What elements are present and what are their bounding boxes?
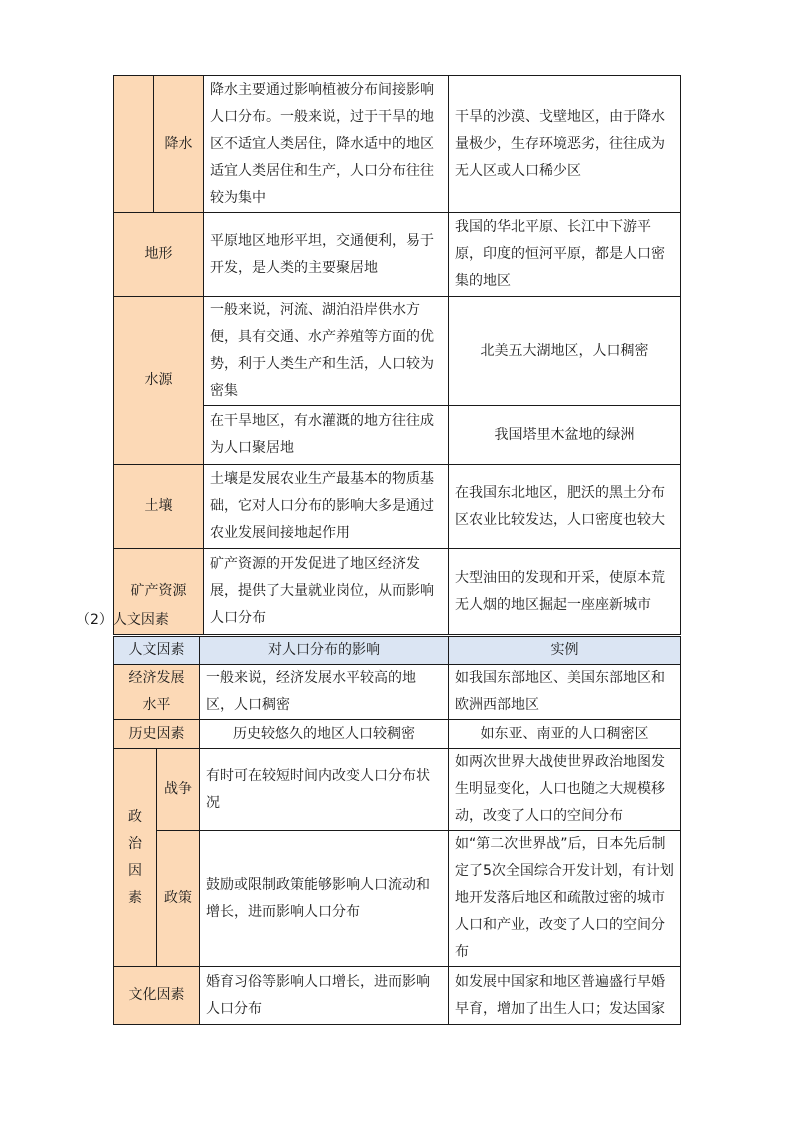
effect-cell: 一般来说，经济发展水平较高的地区，人口稠密	[200, 665, 449, 720]
effect-cell: 在干旱地区，有水灌溉的地方往往成为人口聚居地	[204, 406, 449, 465]
example-cell: 我国塔里木盆地的绿洲	[449, 406, 681, 465]
factor-group-cell	[114, 76, 154, 213]
factor-cell: 水源	[114, 297, 204, 465]
effect-cell: 降水主要通过影响植被分布间接影响人口分布。一般来说，过于干旱的地区不适宜人类居住，降水适中的地区适宜人类居住和生产，人口分布往往较为集中	[204, 76, 449, 213]
natural-factors-table	[113, 75, 681, 635]
factor-cell: 地形	[114, 213, 204, 297]
example-cell: 如发展中国家和地区普遍盛行早婚早育，增加了出生人口；发达国家	[449, 967, 681, 1025]
column-header: 实例	[449, 637, 681, 665]
table-row	[114, 831, 681, 967]
factor-cell: 战争	[157, 749, 200, 831]
factor-cell: 土壤	[114, 465, 204, 549]
example-cell: 我国的华北平原、长江中下游平原，印度的恒河平原，都是人口密集的地区	[449, 213, 681, 297]
factor-cell: 政策	[157, 831, 200, 967]
table-row	[114, 549, 681, 635]
effect-cell: 一般来说，河流、湖泊沿岸供水方便，具有交通、水产养殖等方面的优势，利于人类生产和生活，人口较为密集	[204, 297, 449, 406]
table-row	[114, 967, 681, 1025]
table-row	[114, 76, 681, 213]
effect-cell: 矿产资源的开发促进了地区经济发展，提供了大量就业岗位，从而影响人口分布	[204, 549, 449, 635]
section-heading: （2）人文因素	[76, 612, 169, 628]
column-header: 人文因素	[114, 637, 200, 665]
effect-cell: 历史较悠久的地区人口较稠密	[200, 720, 449, 749]
effect-cell: 有时可在较短时间内改变人口分布状况	[200, 749, 449, 831]
effect-cell: 平原地区地形平坦，交通便利，易于开发，是人类的主要聚居地	[204, 213, 449, 297]
factor-cell: 历史因素	[114, 720, 200, 749]
table-row	[114, 297, 681, 406]
effect-cell: 鼓励或限制政策能够影响人口流动和增长，进而影响人口分布	[200, 831, 449, 967]
example-cell: 北美五大湖地区，人口稠密	[449, 297, 681, 406]
example-cell: 在我国东北地区，肥沃的黑土分布区农业比较发达，人口密度也较大	[449, 465, 681, 549]
column-header: 对人口分布的影响	[200, 637, 449, 665]
table-row	[114, 465, 681, 549]
example-cell: 干旱的沙漠、戈壁地区，由于降水量极少，生存环境恶劣，往往成为无人区或人口稀少区	[449, 76, 681, 213]
human-factors-table	[113, 636, 681, 1025]
table-header-row	[114, 637, 681, 665]
example-cell: 如我国东部地区、美国东部地区和欧洲西部地区	[449, 665, 681, 720]
factor-group-cell: 政治因素	[114, 749, 157, 967]
example-cell: 如两次世界大战使世界政治地图发生明显变化，人口也随之大规模移动，改变了人口的空间分布	[449, 749, 681, 831]
effect-cell: 婚育习俗等影响人口增长，进而影响人口分布	[200, 967, 449, 1025]
example-cell: 如东亚、南亚的人口稠密区	[449, 720, 681, 749]
factor-cell: 降水	[154, 76, 204, 213]
example-cell: 大型油田的发现和开采，使原本荒无人烟的地区掘起一座座新城市	[449, 549, 681, 635]
table-row	[114, 665, 681, 720]
factor-cell: 矿产资源	[114, 549, 204, 635]
table-row	[114, 749, 681, 831]
example-cell: 如“第二次世界战”后，日本先后制定了5次全国综合开发计划，有计划地开发落后地区和疏散过密的城市人口和产业，改变了人口的空间分布	[449, 831, 681, 967]
table-row	[114, 213, 681, 297]
factor-cell: 文化因素	[114, 967, 200, 1025]
effect-cell: 土壤是发展农业生产最基本的物质基础，它对人口分布的影响大多是通过农业发展间接地起作用	[204, 465, 449, 549]
table-row	[114, 720, 681, 749]
factor-cell: 经济发展水平	[114, 665, 200, 720]
